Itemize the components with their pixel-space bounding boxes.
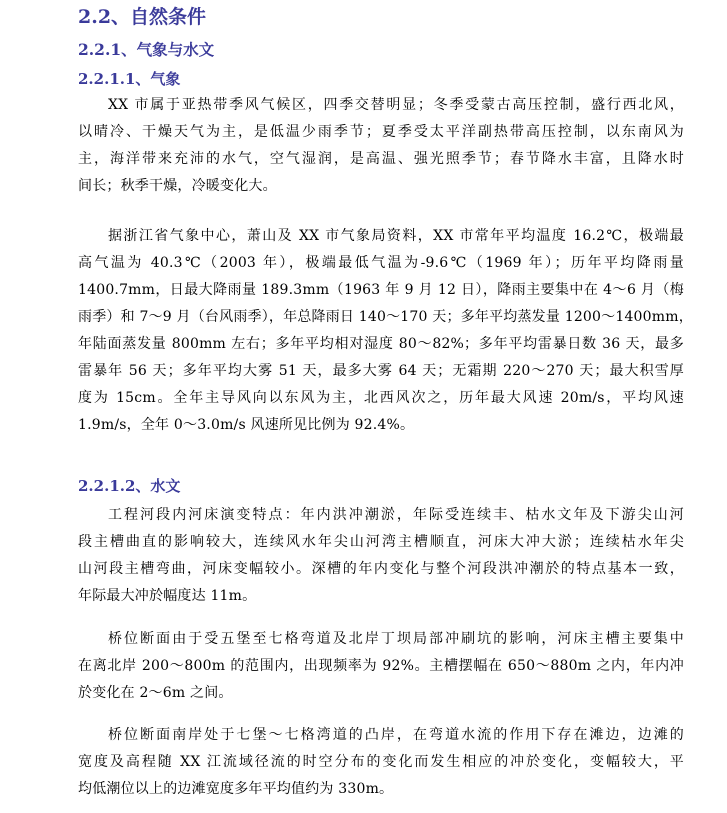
text-line: 间长；秋季干燥，冷暖变化大。 <box>78 178 277 194</box>
text-line: 年际最大冲於幅度达 11m。 <box>78 588 257 604</box>
climate-heading: 2.2.1.1、气象 <box>78 70 181 88</box>
text-line: 於变化在 2～6m 之间。 <box>78 685 233 701</box>
hydrology-paragraph-2 <box>78 626 684 707</box>
text-line: 主，海洋带来充沛的水气，空气湿润，是高温、强光照季节；春节降水丰富，且降水时 <box>78 151 684 167</box>
text-line: 段主槽曲直的影响较大，连续风水年尖山河湾主槽顺直，河床大冲大淤；连续枯水年尖 <box>78 534 684 550</box>
text-line: 工程河段内河床演变特点：年内洪冲潮淤，年际受连续丰、枯水文年及下游尖山河 <box>108 507 684 523</box>
text-line: 桥位断面由于受五堡至七格弯道及北岸丁坝局部冲刷坑的影响，河床主槽主要集中 <box>108 631 684 647</box>
hydrology-heading: 2.2.1.2、水文 <box>78 477 181 495</box>
text-line: XX 市属于亚热带季风气候区，四季交替明显；冬季受蒙古高压控制，盛行西北风， <box>108 97 684 113</box>
text-line: 1400.7mm，日最大降雨量 189.3mm（1963 年 9 月 12 日），降雨主要集中在 4～6 月（梅 <box>78 282 684 298</box>
text-line: 雷暴年 56 天；多年平均大雾 51 天，最多大雾 64 天；无霜期 220～270 天；最大积雪厚 <box>78 363 684 379</box>
text-line: 1.9m/s，全年 0～3.0m/s 风速所见比例为 92.4%。 <box>78 417 415 433</box>
text-line: 以晴冷、干燥天气为主，是低温少雨季节；夏季受太平洋副热带高压控制，以东南风为 <box>78 124 684 140</box>
text-line: 宽度及高程随 XX 江流域径流的时空分布的变化而发生相应的冲於变化，变幅较大，平 <box>78 754 684 770</box>
text-line: 桥位断面南岸处于七堡～七格湾道的凸岸，在弯道水流的作用下存在滩边，边滩的 <box>108 727 684 743</box>
climate-paragraph-1 <box>78 92 684 200</box>
hydrology-paragraph-1 <box>78 502 684 610</box>
hydrology-paragraph-3 <box>78 722 684 803</box>
text-line: 年陆面蒸发量 800mm 左右；多年平均相对湿度 80～82%；多年平均雷暴日数 36 天，最多 <box>78 336 684 352</box>
text-line: 雨季）和 7～9 月（台风雨季），年总降雨日 140～170 天；多年平均蒸发量 1200～1400mm， <box>78 309 693 325</box>
section-heading: 2.2、自然条件 <box>78 6 207 28</box>
text-line: 均低潮位以上的边滩宽度多年平均值约为 330m。 <box>78 781 394 797</box>
text-line: 据浙江省气象中心，萧山及 XX 市气象局资料，XX 市常年平均温度 16.2℃，极端最 <box>108 228 684 244</box>
subsection-heading: 2.2.1、气象与水文 <box>78 40 215 59</box>
climate-paragraph-2 <box>78 223 693 439</box>
text-line: 高气温为 40.3℃（2003 年），极端最低气温为-9.6℃（1969 年）；历年平均降雨量 <box>78 255 684 271</box>
text-line: 在离北岸 200～800m 的范围内，出现频率为 92%。主槽摆幅在 650～880m 之内，年内冲 <box>78 658 684 674</box>
text-line: 山河段主槽弯曲，河床变幅较小。深槽的年内变化与整个河段洪冲潮於的特点基本一致， <box>78 561 684 577</box>
text-line: 度为 15cm。全年主导风向以东风为主，北西风次之，历年最大风速 20m/s，平均风速 <box>78 390 684 406</box>
